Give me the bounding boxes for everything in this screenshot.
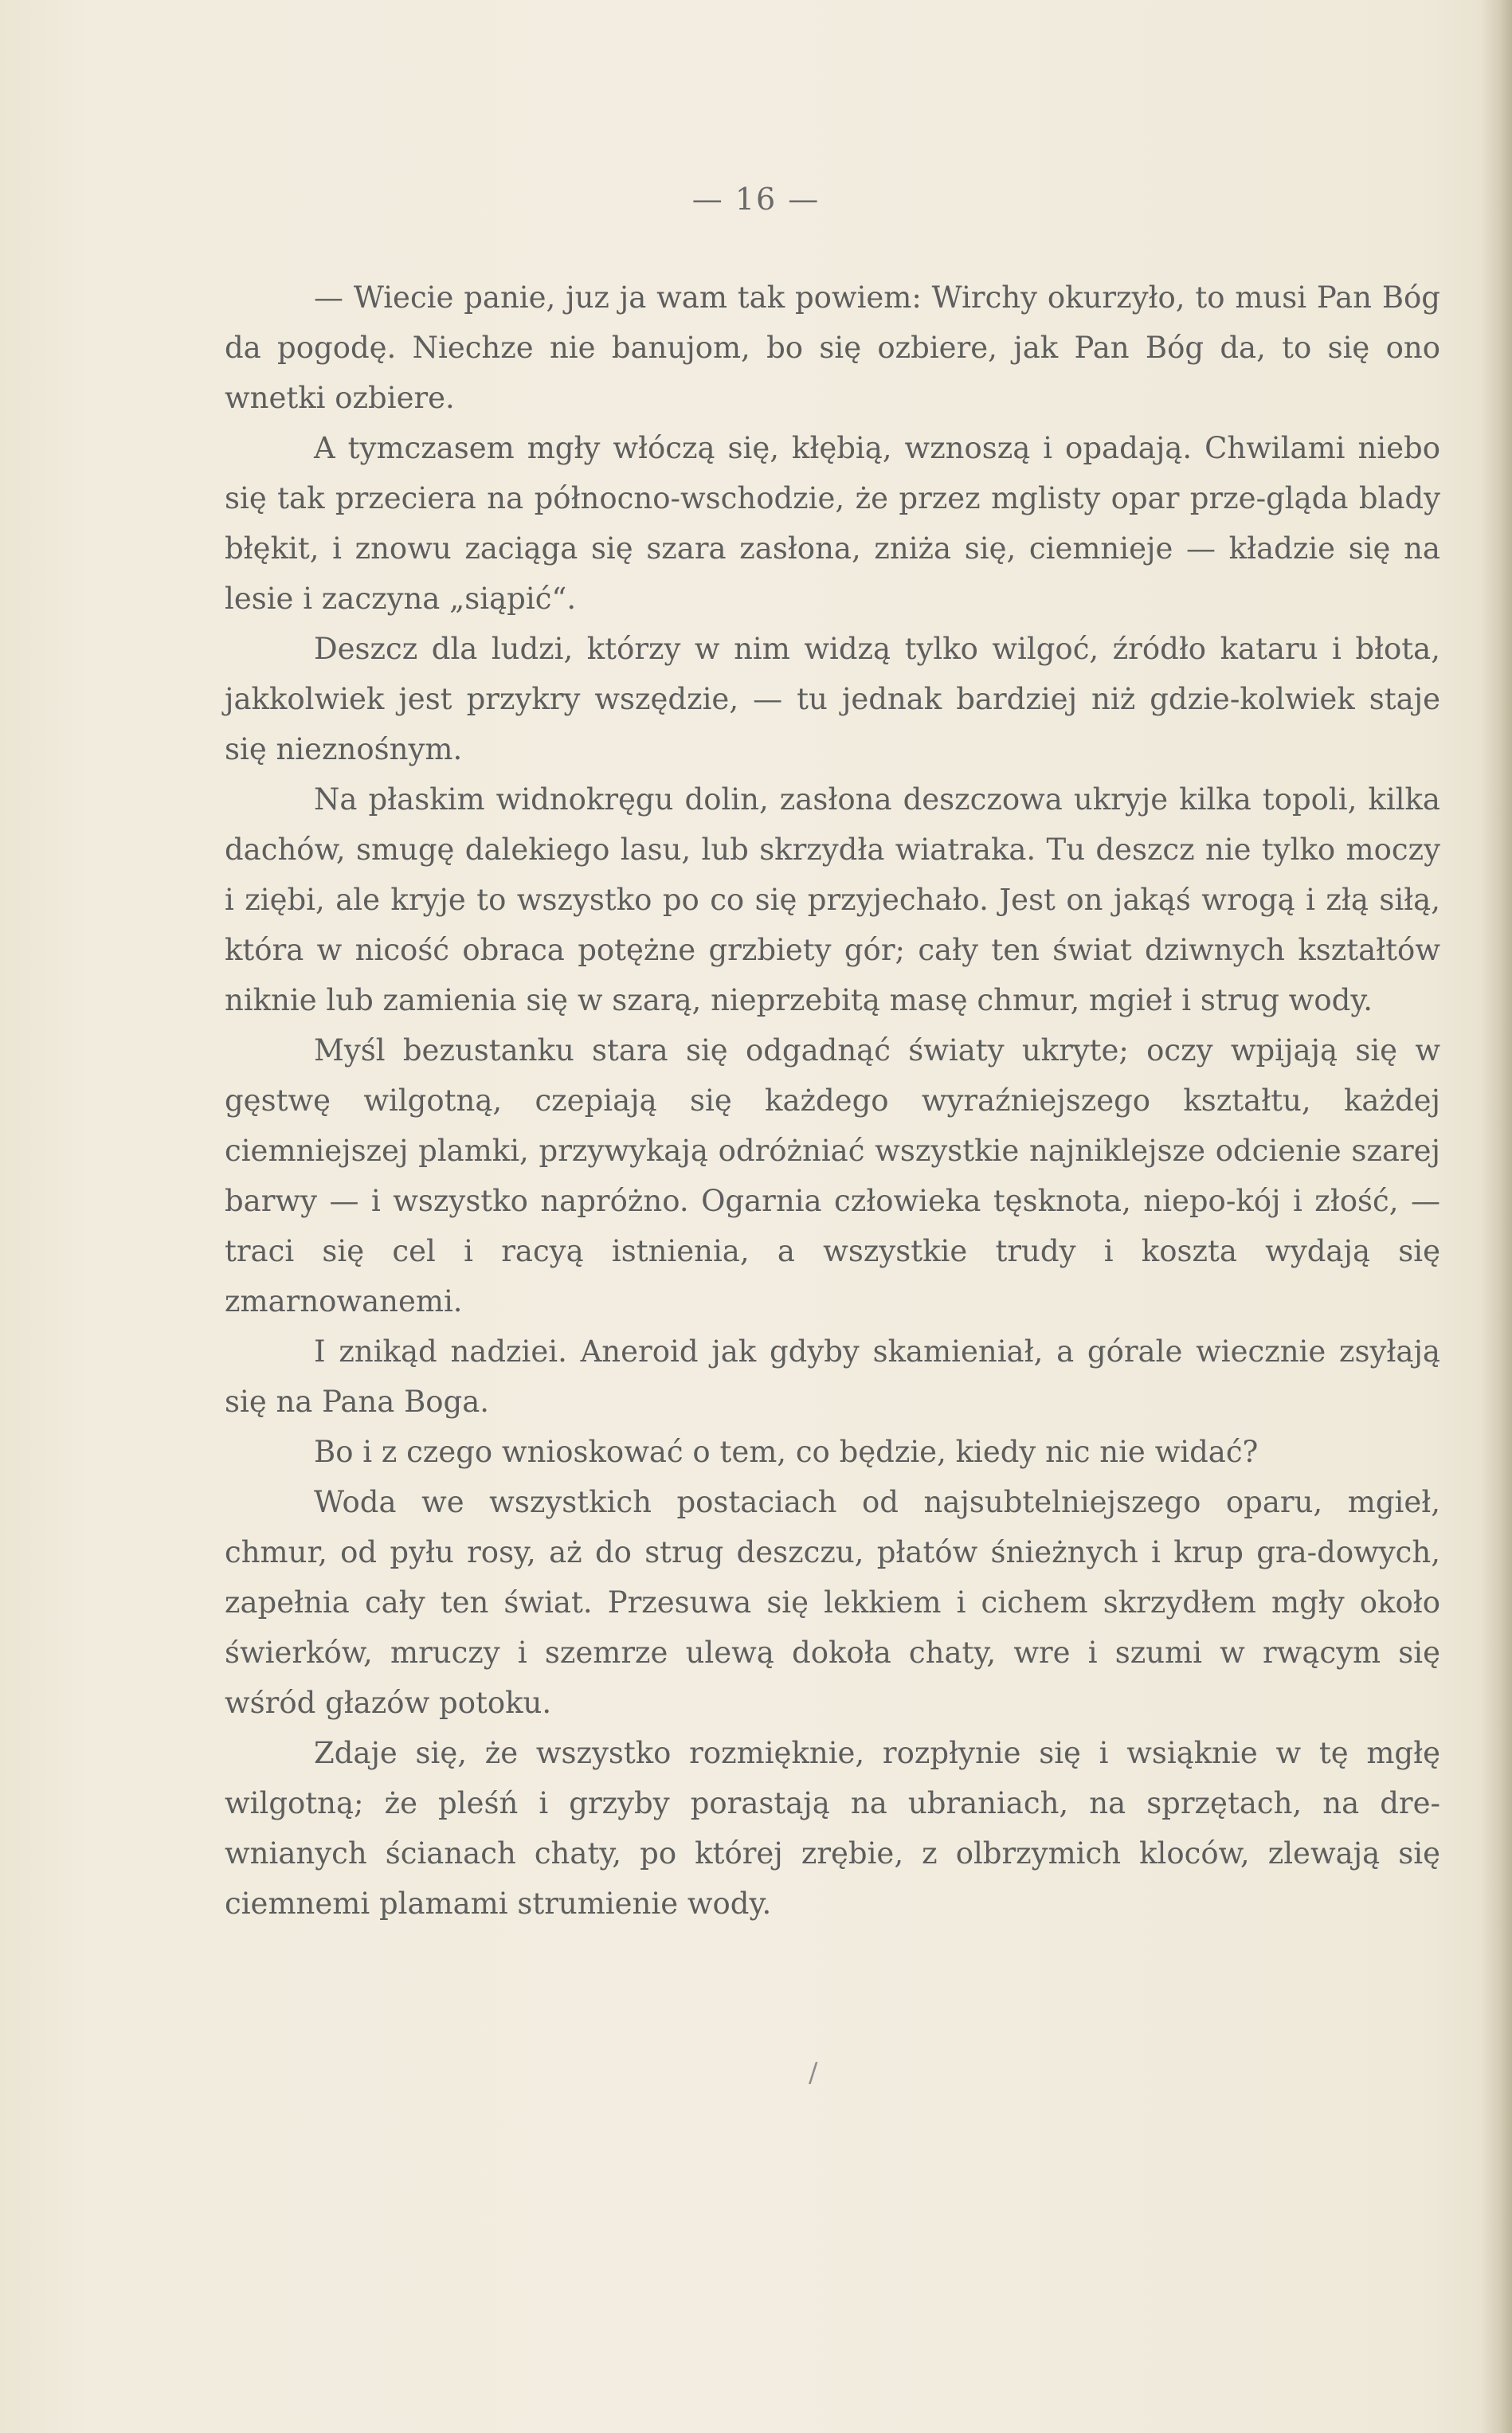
page-binding-shadow	[1480, 0, 1512, 2433]
paragraph-5: Myśl bezustanku stara się odgadnąć światy ukryte; oczy wpijają się w gęstwę wilgotną, czepiają się każdego wyraźniejszego kształtu, każdej ciemniejszej plamki, przywykają odróżniać wszystkie najniklejsze odcienie szarej barwy — i wszystko napróżno. Ogarnia człowieka tęsknota, niepo-kój i złość, — traci się cel i racyą istnienia, a wszystkie trudy i koszta wydają się zmarnowanemi.	[225, 1033, 1440, 1318]
page-number: — 16 —	[691, 182, 821, 217]
body-text	[225, 272, 1440, 1929]
paragraph-3: Deszcz dla ludzi, którzy w nim widzą tylko wilgoć, źródło kataru i błota, jakkolwiek jest przykry wszędzie, — tu jednak bardziej niż gdzie-kolwiek staje się nieznośnym.	[225, 632, 1440, 766]
paragraph-6: I znikąd nadziei. Aneroid jak gdyby skamieniał, a górale wiecznie zsyłają się na Pana Boga.	[225, 1334, 1440, 1419]
paragraph-9: Zdaje się, że wszystko rozmięknie, rozpłynie się i wsiąknie w tę mgłę wilgotną; że pleśń i grzyby porastają na ubraniach, na sprzętach, na dre-wnianych ścianach chaty, po której zrębie, z olbrzymich kloców, zlewają się ciemnemi plamami strumienie wody.	[225, 1736, 1440, 1921]
paragraph-2: A tymczasem mgły włóczą się, kłębią, wznoszą i opadają. Chwilami niebo się tak przeciera na północno-wschodzie, że przez mglisty opar prze-gląda blady błękit, i znowu zaciąga się szara zasłona, zniża się, ciemnieje — kładzie się na lesie i zaczyna „siąpić“.	[225, 431, 1440, 616]
paragraph-7: Bo i z czego wnioskować o tem, co będzie, kiedy nic nie widać?	[314, 1435, 1259, 1469]
paragraph-8: Woda we wszystkich postaciach od najsubtelniejszego oparu, mgieł, chmur, od pyłu rosy, aż do strug deszczu, płatów śnieżnych i krup gra-dowych, zapełnia cały ten świat. Przesuwa się lekkiem i cichem skrzydłem mgły około świerków, mruczy i szemrze ulewą dokoła chaty, wre i szumi w rwącym się wśród głazów potoku.	[225, 1485, 1440, 1720]
page-mark: /	[809, 2057, 818, 2089]
paragraph-4: Na płaskim widnokręgu dolin, zasłona deszczowa ukryje kilka topoli, kilka dachów, smugę dalekiego lasu, lub skrzydła wiatraka. Tu deszcz nie tylko moczy i ziębi, ale kryje to wszystko po co się przyjechało. Jest on jakąś wrogą i złą siłą, która w nicość obraca potężne grzbiety gór; cały ten świat dziwnych kształtów niknie lub zamienia się w szarą, nieprzebitą masę chmur, mgieł i strug wody.	[225, 782, 1440, 1017]
paragraph-1: — Wiecie panie, juz ja wam tak powiem: Wirchy okurzyło, to musi Pan Bóg da pogodę. Niechze nie banujom, bo się ozbiere, jak Pan Bóg da, to się ono wnetki ozbiere.	[225, 280, 1440, 415]
